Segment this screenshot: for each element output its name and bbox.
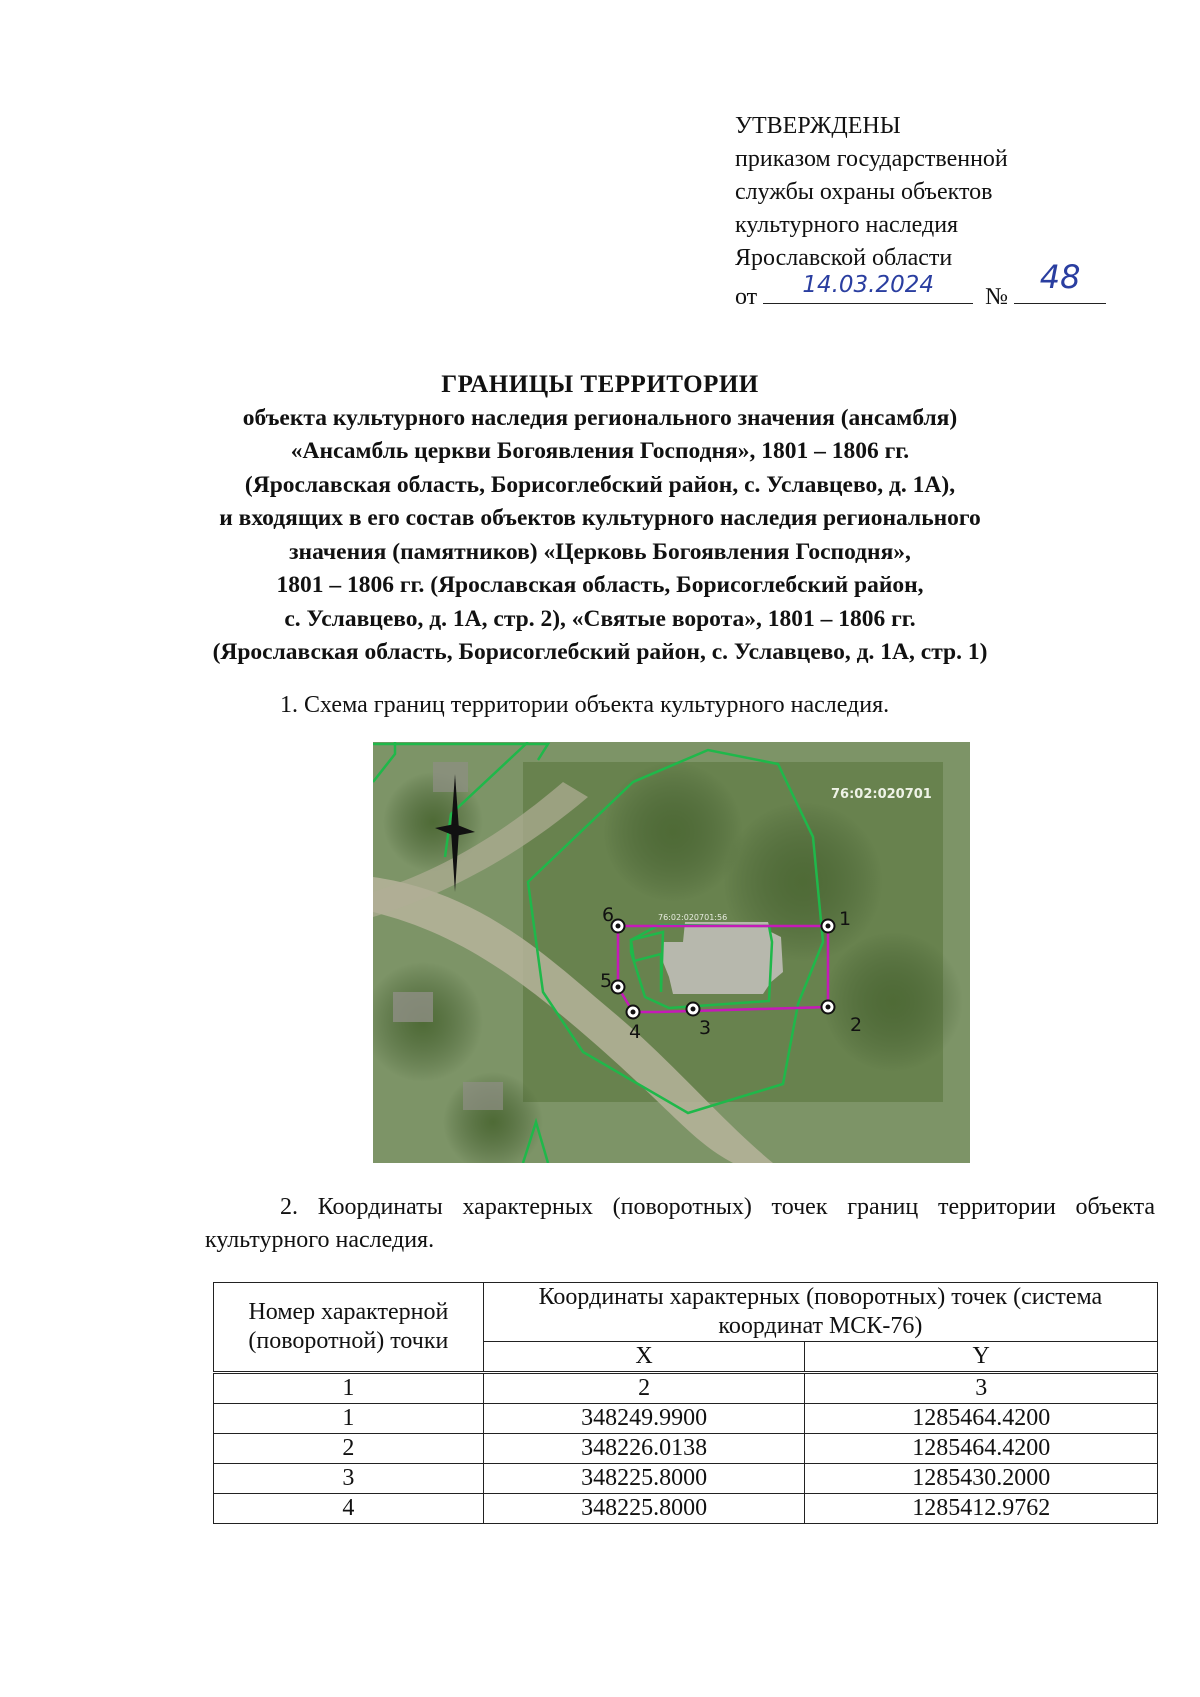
approval-line: культурного наследия — [735, 212, 959, 238]
point-number-header: Номер характерной (поворотной) точки — [214, 1283, 484, 1373]
section-2-heading: 2. Координаты характерных (поворотных) точек границ территории объекта культурного наследия. — [205, 1194, 1155, 1253]
approval-heading: УТВЕРЖДЕНЫ — [735, 113, 901, 139]
title-line: значения (памятников) «Церковь Богоявления Господня», — [289, 538, 911, 565]
house — [433, 762, 468, 792]
coordinates-table — [213, 1282, 1158, 1524]
vertex-label-1: 1 — [839, 908, 852, 930]
point-number: 4 — [214, 1494, 484, 1524]
handwritten-number: 48 — [1039, 258, 1081, 296]
column-number: 3 — [805, 1373, 1158, 1404]
tree-cluster — [603, 762, 743, 902]
y-coordinate: 1285464.4200 — [805, 1404, 1158, 1434]
point-number: 1 — [214, 1404, 484, 1434]
x-header: X — [483, 1342, 805, 1373]
tree-cluster — [823, 932, 963, 1072]
y-coordinate: 1285412.9762 — [805, 1494, 1158, 1524]
coordinates-header: Координаты характерных (поворотных) точек (система координат МСК-76) — [483, 1283, 1157, 1342]
table-row — [214, 1464, 1158, 1494]
title-line: с. Уславцево, д. 1А, стр. 2), «Святые ворота», 1801 – 1806 гг. — [284, 605, 916, 632]
table-row — [214, 1494, 1158, 1524]
date-prefix: от — [735, 284, 758, 310]
column-number: 2 — [483, 1373, 805, 1404]
title-line: объекта культурного наследия регионального значения (ансамбля) — [242, 404, 958, 431]
title-line: «Ансамбль церкви Богоявления Господня», 1801 – 1806 гг. — [290, 438, 910, 464]
approval-line: Ярославской области — [735, 245, 953, 271]
number-prefix: № — [985, 284, 1009, 310]
approval-line: приказом государственной — [735, 146, 1008, 172]
vertex-4 — [627, 1006, 640, 1019]
vertex-label-4: 4 — [629, 1021, 642, 1043]
section-1-heading: 1. Схема границ территории объекта культурного наследия. — [280, 692, 890, 718]
approval-block — [735, 110, 1135, 314]
column-number-row — [214, 1373, 1158, 1404]
vertex-label-2: 2 — [850, 1014, 863, 1036]
title-line: (Ярославская область, Борисоглебский район, с. Уславцево, д. 1А), — [244, 471, 956, 498]
document-title — [170, 368, 1030, 670]
date-field — [763, 272, 973, 304]
x-coordinate: 348225.8000 — [483, 1494, 805, 1524]
vertex-5 — [612, 981, 625, 994]
vertex-2 — [822, 1001, 835, 1014]
title-line: 1801 – 1806 гг. (Ярославская область, Борисоглебский район, — [276, 572, 924, 598]
cadastral-quarter-label: 76:02:020701 — [831, 787, 932, 802]
vertex-label-6: 6 — [602, 904, 615, 926]
table-row — [214, 1404, 1158, 1434]
vertex-3 — [687, 1003, 700, 1016]
x-coordinate: 348226.0138 — [483, 1434, 805, 1464]
table-row — [214, 1434, 1158, 1464]
y-coordinate: 1285464.4200 — [805, 1434, 1158, 1464]
point-number: 2 — [214, 1434, 484, 1464]
point-number: 3 — [214, 1464, 484, 1494]
house — [393, 992, 433, 1022]
handwritten-date: 14.03.2024 — [802, 272, 935, 298]
x-coordinate: 348249.9900 — [483, 1404, 805, 1434]
vertex-label-5: 5 — [600, 970, 613, 992]
title-main: ГРАНИЦЫ ТЕРРИТОРИИ — [441, 371, 759, 398]
x-coordinate: 348225.8000 — [483, 1464, 805, 1494]
boundary-map — [373, 742, 970, 1163]
house — [463, 1082, 503, 1110]
y-header: Y — [805, 1342, 1158, 1373]
parcel-number-label: 76:02:020701:56 — [658, 913, 728, 922]
title-line: и входящих в его состав объектов культурного наследия регионального — [219, 505, 981, 531]
vertex-label-3: 3 — [699, 1017, 712, 1039]
number-field — [1014, 258, 1106, 304]
table-header-row — [214, 1283, 1158, 1342]
y-coordinate: 1285430.2000 — [805, 1464, 1158, 1494]
vertex-1 — [822, 920, 835, 933]
title-line: (Ярославская область, Борисоглебский район, с. Уславцево, д. 1А, стр. 1) — [212, 639, 988, 665]
map-svg — [373, 742, 970, 1163]
column-number: 1 — [214, 1373, 484, 1404]
approval-line: службы охраны объектов — [735, 179, 993, 205]
